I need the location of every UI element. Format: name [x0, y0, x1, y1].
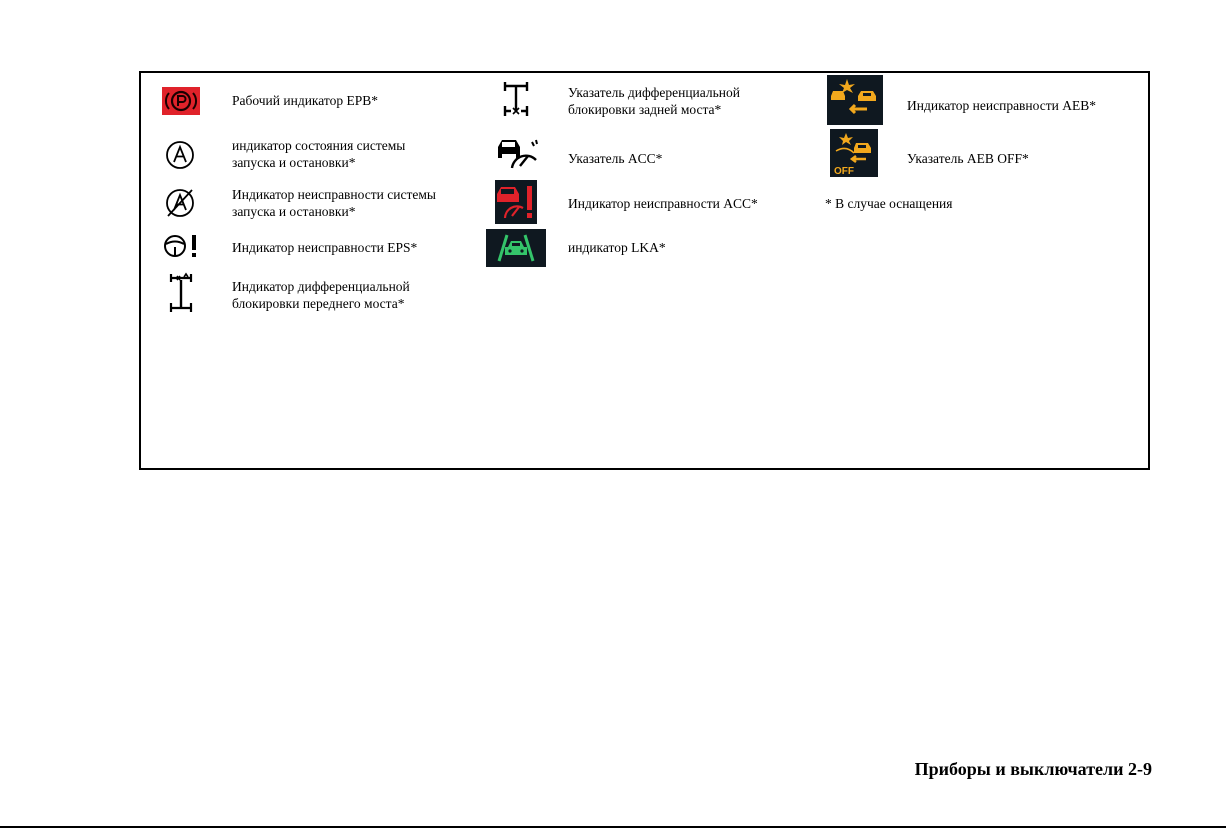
auto-start-stop-icon	[162, 139, 198, 171]
aeb-off-label: Указатель AEB OFF*	[907, 151, 1029, 166]
equipment-note: * В случае оснащения	[825, 196, 953, 211]
aeb-off-icon	[830, 129, 878, 177]
lka-label: индикатор LKA*	[568, 240, 666, 255]
aeb-fault-icon	[827, 75, 883, 125]
aeb-off-badge: OFF	[834, 166, 854, 177]
aeb-fault-label: Индикатор неисправности AEB*	[907, 98, 1096, 113]
rear-diff-lock-icon	[500, 78, 534, 118]
acc-fault-icon	[495, 180, 537, 224]
lka-icon	[486, 229, 546, 267]
eps-fault-label: Индикатор неисправности EPS*	[232, 240, 418, 255]
rear-diff-lock-label: Указатель дифференциальной блокировки задней моста*	[568, 85, 740, 117]
front-diff-lock-label: Индикатор дифференциальной блокировки переднего моста*	[232, 279, 410, 311]
parking-brake-icon	[162, 87, 200, 115]
epb-label: Рабочий индикатор EPB*	[232, 93, 379, 108]
steering-fault-icon	[162, 232, 202, 260]
acc-label: Указатель ACC*	[568, 151, 663, 166]
start-stop-label: индикатор состояния системы запуска и остановки*	[232, 138, 406, 170]
page-footer-title: Приборы и выключатели 2-9	[914, 759, 1152, 779]
front-diff-lock-icon	[166, 270, 196, 314]
indicator-table	[139, 71, 1150, 470]
acc-icon	[496, 136, 540, 172]
start-stop-fault-label: Индикатор неисправности системы запуска и остановки*	[232, 187, 436, 219]
acc-fault-label: Индикатор неисправности ACC*	[568, 196, 758, 211]
auto-start-stop-fault-icon	[162, 187, 198, 219]
bottom-rule	[0, 826, 1226, 828]
